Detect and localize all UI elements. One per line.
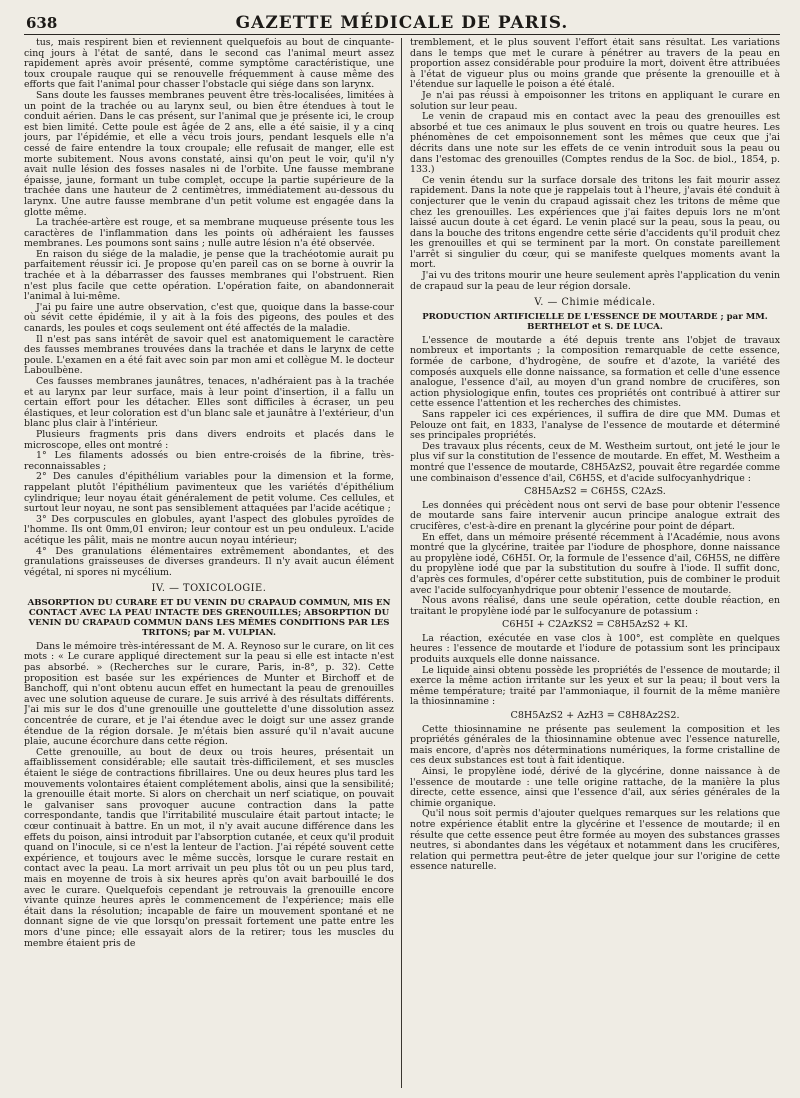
page-number: 638 [26,14,58,32]
paragraph: Sans doute les fausses membranes peuvent être très-localisées, limitées à un point de la trachée ou au larynx seul, ou bien être étendues à tout le conduit aérien. Dans le cas présent, sur l'animal que je présente ici, le croup est bien limité. Cette poule est âgée de 2 ans, elle a été saisie, il y a cinq jours, par l'épidémie, et elle a vécu trois jours, pendant lesquels elle n'a cessé de faire entendre la toux croupale; elle refusait de manger, elle est morte subitement. Nous avons constaté, ainsi qu'on peut le voir, qu'il n'y avait nulle lésion des fosses nasales ni de l'orbite. Une fausse membrane épaisse, jaune, formant un tube complet, occupe la partie supérieure de la trachée dans une hauteur de 2 centimètres, immédiatement au-dessous du larynx. Une autre fausse membrane d'un petit volume est engagée dans la glotte même. [24,89,394,218]
paragraph: En effet, dans un mémoire présenté récemment à l'Académie, nous avons montré que la glycérine, traitée par l'iodure de phosphore, donne naissance au propylène iodé, C6H5I. Or, la formule de l'essence d'ail, C6H5S, ne diffère du propylène iodé que par la substitution du soufre à l'iode. Il suffit donc, d'après ces formules, d'opérer cette substitution, puis de combiner le produit avec l'acide sulfocyanhydrique pour obtenir l'essence de moutarde. [410,531,780,596]
list-item: 4° Des granulations élémentaires extrêmement abondantes, et des granulations graisseuses de diverses grandeurs. Il n'y avait aucun élément végétal, ni spores ni mycélium. [24,545,394,578]
chemical-formula: C6H5I + C2AzKS2 = C8H5AzS2 + KI. [502,619,688,631]
paragraph: Ainsi, le propylène iodé, dérivé de la glycérine, donne naissance à de l'essence de moutarde : une telle origine rattache, de la manière la plus directe, cette essence, ainsi que l'essence d'ail, aux séries générales de la chimie organique. [410,766,780,809]
article-title-vulpian: ABSORPTION DU CURARE ET DU VENIN DU CRAPAUD COMMUN, MIS EN CONTACT AVEC LA PEAU INTACTE DES GRENOUILLES; ABSORPTION DU VENIN DU CRAPAUD COMMUN DANS LES MÊMES CONDITIONS PAR LES TRITONS; par M. VULPIAN. [27,597,391,638]
paragraph: Je n'ai pas réussi à empoisonner les tritons en appliquant le curare en solution sur leur peau. [410,89,780,112]
right-column [410,38,780,1088]
paragraph: Ces fausses membranes jaunâtres, tenaces, n'adhéraient pas à la trachée et au larynx par leur surface, mais à leur point d'insertion, il a fallu un certain effort pour les détacher. Elles sont difficiles à écraser, un peu élastiques, et leur coloration est d'un blanc sale et jaunâtre à l'extérieur, d'un blanc plus clair à l'intérieur. [24,376,394,430]
section-heading-chimie: V. — Chimie médicale. [534,297,656,309]
paragraph: Plusieurs fragments pris dans divers endroits et placés dans le microscope, elles ont montré : [24,428,394,451]
paragraph: tremblement, et le plus souvent l'effort était sans résultat. Les variations dans le temps que met le curare à pénétrer au travers de la peau en proportion assez considérable pour produire la mort, doivent être attribuées à l'état de vigueur plus ou moins grande que présente la grenouille et à l'étendue sur laquelle le poison a été étalé. [410,38,780,91]
section-heading-toxicologie: IV. — TOXICOLOGIE. [151,583,267,595]
paragraph: Cette grenouille, au bout de deux ou trois heures, présentait un affaiblissement considérable; elle sautait très-difficilement, et ses muscles étaient le siége de contractions fibrillaires. Une ou deux heures plus tard les mouvements volontaires étaient complétement abolis, ainsi que la sensibilité; la grenouille était morte. Si alors on cherchait un nerf sciatique, on pouvait le galvaniser sans provoquer aucune contraction dans la patte correspondante, tandis que l'irritabilité musculaire était partout intacte; le cœur continuait à battre. En un mot, il n'y avait aucune différence dans les effets du poison, ainsi introduit par l'absorption cutanée, et ceux qu'il produit quand on l'inocule, si ce n'est la lenteur de l'action. J'ai répété souvent cette expérience, et toujours avec le même succès, lorsque le curare restait en contact avec la peau. La mort arrivait un peu plus tôt ou un peu plus tard, mais en moyenne de trois à six heures après qu'on avait barbouillé le dos avec le curare. Quelquefois cependant je retrouvais la grenouille encore vivante quinze heures après le commencement de l'expérience; mais elle était dans la résolution; incapable de faire un mouvement spontané et ne donnant signe de vie que lorsqu'on pressait fortement une patte entre les mors d'une pince; elle essayait alors de la retirer; tous les muscles du membre étaient pris de [24,746,394,949]
paragraph: Le venin de crapaud mis en contact avec la peau des grenouilles est absorbé et tue ces animaux le plus souvent en trois ou quatre heures. Les phénomènes de cet empoisonnement sont les mêmes que ceux que j'ai décrits dans une note sur les effets de ce venin introduit sous la peau ou dans l'estomac des grenouilles (Comptes rendus de la Soc. de biol., 1854, p. 133.) [410,111,780,176]
paragraph: Dans le mémoire très-intéressant de M. A. Reynoso sur le curare, on lit ces mots : « Le curare appliqué directement sur la peau si elle est intacte n'est pas absorbé. » (Recherches sur le curare, Paris, in-8°, p. 32). Cette proposition est basée sur les expériences de Munter et Birchoff et de Banchoff, qui n'ont obtenu aucun effet en humectant la peau de grenouilles avec une solution aqueuse de curare. Je suis arrivé à des résultats différents. J'ai mis sur le dos d'une grenouille une gouttelette d'une dissolution assez concentrée de curare, et je l'ai étendue avec le doigt sur une assez grande étendue de la région dorsale. Je m'étais bien assuré qu'il n'avait aucune plaie, aucune écorchure dans cette région. [24,640,394,748]
journal-title: GAZETTE MÉDICALE DE PARIS. [235,13,569,33]
paragraph: J'ai vu des tritons mourir une heure seulement après l'application du venin de crapaud sur la peau de leur région dorsale. [410,270,780,292]
paragraph: Ce venin étendu sur la surface dorsale des tritons les fait mourir assez rapidement. Dans la note que je rappelais tout à l'heure, j'avais été conduit à conjecturer que le venin du crapaud agissait chez les tritons de même que chez les grenouilles. Les expériences que j'ai faites depuis lors ne m'ont laissé aucun doute à cet égard. Le venin placé sur la peau, sous la peau, ou dans la bouche des tritons engendre cette série d'accidents qu'il produit chez les grenouilles et qui se terminent par la mort. On constate pareillement l'arrêt si singulier du cœur, qui se manifeste quelques moments avant la mort. [410,174,780,271]
list-item: 1° Les filaments adossés ou bien entre-croisés de la fibrine, très-reconnaissables ; [24,450,394,472]
chemical-formula: C8H5AzS2 = C6H5S, C2AzS. [524,486,666,498]
paragraph: Qu'il nous soit permis d'ajouter quelques remarques sur les relations que notre expérience établit entre la glycérine et l'essence de moutarde; il en résulte que cette essence peut être formée au moyen des substances grasses neutres, si abondantes dans les végétaux et notamment dans les crucifères, relation qui permettra peut-être de jeter quelque jour sur l'origine de cette essence naturelle. [410,808,780,873]
paragraph: Le liquide ainsi obtenu possède les propriétés de l'essence de moutarde; il exerce la même action irritante sur les yeux et sur la peau; il bout vers la même température; traité par l'ammoniaque, il fournit de la même manière la thiosinnamine : [410,664,780,708]
paragraph: La réaction, exécutée en vase clos à 100°, est complète en quelques heures : l'essence de moutarde et l'iodure de potassium sont les principaux produits auxquels elle donne naissance. [410,632,780,666]
page-header [24,12,780,35]
list-item: 2° Des canules d'épithélium variables pour la dimension et la forme, rappelant plutôt l'épithélium pavimenteux que les variétés d'épithélium cylindrique; leur noyau était généralement de petit volume. Ces cellules, et surtout leur noyau, ne sont pas sensiblement attaquées par l'acide acétique ; [24,471,394,515]
list-item: 3° Des corpuscules en globules, ayant l'aspect des globules pyroïdes de l'homme. Ils ont 0mm,01 environ; leur contour est un peu onduleux. L'acide acétique les pâlit, mais ne montre aucun noyau intérieur; [24,513,394,546]
paragraph: tus, mais respirent bien et reviennent quelquefois au bout de cinquante-cinq jours à l'état de santé, dans le second cas l'animal meurt assez rapidement après avoir présenté, comme symptôme caractéristique, une toux croupale rauque qui se renouvelle fréquemment à cause même des efforts que fait l'animal pour chasser l'obstacle qui siége dans son larynx. [24,38,394,91]
paragraph: Sans rappeler ici ces expériences, il suffira de dire que MM. Dumas et Pelouze ont fait, en 1833, l'analyse de l'essence de moutarde et déterminé ses principales propriétés. [410,409,780,442]
paragraph: Cette thiosinnamine ne présente pas seulement la composition et les propriétés générales de la thiosinnamine obtenue avec l'essence naturelle, mais encore, d'après nos déterminations numériques, la forme cristalline de ces deux substances est tout à fait identique. [410,723,780,767]
paragraph: Il n'est pas sans intérêt de savoir quel est anatomiquement le caractère des fausses membranes trouvées dans la trachée et dans le larynx de cette poule. L'examen en a été fait avec soin par mon ami et collègue M. le docteur Laboulbène. [24,333,394,377]
chemical-formula: C8H5AzS2 + AzH3 = C8H8Az2S2. [510,710,680,722]
paragraph: J'ai pu faire une autre observation, c'est que, quoique dans la basse-cour où sévit cette épidémie, il y ait à la fois des pigeons, des poules et des canards, les poules et coqs seulement ont été affectés de la maladie. [24,301,394,335]
paragraph: La trachée-artère est rouge, et sa membrane muqueuse présente tous les caractères de l'inflammation dans les points où adhéraient les fausses membranes. Les poumons sont sains ; nulle autre lésion n'a été observée. [24,217,394,250]
column-divider [401,38,402,1088]
text-columns [24,38,780,1088]
left-column [24,38,394,1088]
paragraph: Les données qui précèdent nous ont servi de base pour obtenir l'essence de moutarde sans faire intervenir aucun principe analogue extrait des crucifères, c'est-à-dire en prenant la glycérine pour point de départ. [410,499,780,532]
paragraph: Nous avons réalisé, dans une seule opération, cette double réaction, en traitant le propylène iodé par le sulfocyanure de potassium : [410,595,780,617]
paragraph: Des travaux plus récents, ceux de M. Westheim surtout, ont jeté le jour le plus vif sur la constitution de l'essence de moutarde. En effet, M. Westheim a montré que l'essence de moutarde, C8H5AzS2, pouvait être regardée comme une combinaison d'essence d'ail, C6H5S, et d'acide sulfocyanhydrique : [410,440,780,484]
article-title-berthelot: PRODUCTION ARTIFICIELLE DE L'ESSENCE DE MOUTARDE ; par MM. BERTHELOT et S. DE LUCA. [422,311,768,332]
paragraph: En raison du siége de la maladie, je pense que la trachéotomie aurait pu parfaitement réussir ici. Je propose qu'en pareil cas on se borne à ouvrir la trachée et à la débarrasser des fausses membranes qui l'obstruent. Rien n'est plus facile que cette opération. L'opération faite, on abandonnerait l'animal à lui-même. [24,248,394,303]
paragraph: L'essence de moutarde a été depuis trente ans l'objet de travaux nombreux et importants ; la composition remarquable de cette essence, formée de carbone, d'hydrogène, de soufre et d'azote, la variété des composés auxquels elle donne naissance, sa formation et celle d'une essence analogue, l'essence d'ail, au moyen d'un grand nombre de crucifères, son action physiologique enfin, toutes ces propriétés ont contribué à attirer sur cette essence l'attention et les recherches des chimistes. [410,334,780,410]
